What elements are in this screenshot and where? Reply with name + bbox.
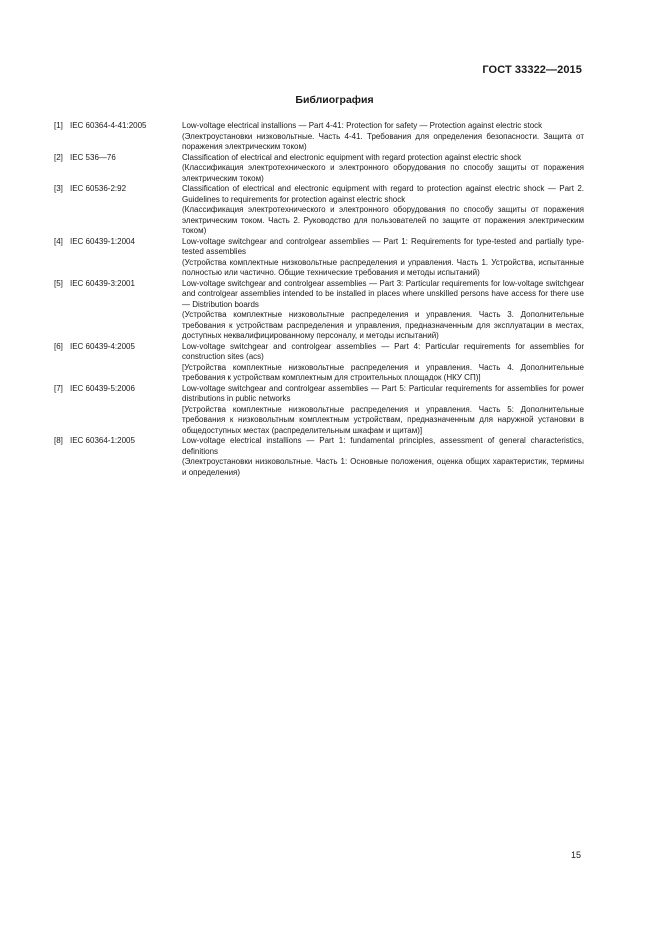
- entry-title-ru: (Устройства комплектные низковольтные распределения и управления. Часть 1. Устройства, испытанные полностью или частично. Общие технические требования и методы испытаний): [182, 257, 584, 277]
- entry-number: [3]: [54, 184, 63, 193]
- entry-number: [1]: [54, 121, 63, 130]
- entry-title-en: Classification of electrical and electronic equipment with regard to protection against electric shock — Part 2. Guidelines to requirements for protection against electric shock: [182, 184, 584, 204]
- entry-reference: [54, 342, 182, 384]
- entry-description: [182, 384, 584, 437]
- entry-description: [182, 279, 584, 342]
- entry-title-en: Low-voltage electrical installions — Part 1: fundamental principles, assessment of general characteristics, definitions: [182, 436, 584, 456]
- entry-number: [7]: [54, 383, 63, 393]
- entry-reference: [54, 121, 182, 153]
- entry-code: IEC 60439-4:2005: [70, 341, 135, 351]
- entry-code: IEC 536—76: [70, 152, 116, 162]
- entry-number: [4]: [54, 236, 63, 246]
- page-number: 15: [570, 850, 581, 860]
- standard-id: ГОСТ 33322—2015: [482, 64, 582, 76]
- entry-title-en: Low-voltage switchgear and controlgear assemblies — Part 4: Particular requirements for assemblies for construction sites (acs): [182, 341, 584, 361]
- entry-code: IEC 60364-4-41:2005: [70, 121, 147, 130]
- entry-title-ru: [Устройства комплектные низковольтные распределения и управления. Часть 5: Дополнительные требования к низковольтным комплектным устройствам, предназначенным для наружной установки в общедоступных местах (распределительным шкафам и щитам)]: [182, 404, 584, 435]
- entry-title-en: Low-voltage switchgear and controlgear assemblies — Part 5: Particular requirements for assemblies for power distributions in public networks: [182, 383, 584, 403]
- bibliography-entry: [54, 436, 584, 478]
- entry-code: IEC 60439-3:2001: [70, 278, 135, 288]
- entry-number: [6]: [54, 341, 63, 351]
- entry-number: [2]: [54, 152, 63, 162]
- entry-title-en: Low-voltage electrical installions — Part 4-41: Protection for safety — Protection against electric stock: [182, 121, 543, 130]
- bibliography-entry: [54, 184, 584, 237]
- entry-title-ru: (Классификация электротехнического и электронного оборудования по способу защиты от поражения электрическим током): [182, 163, 584, 183]
- bibliography-list: [54, 121, 584, 478]
- entry-code: IEC 60536-2:92: [70, 184, 127, 193]
- bibliography-entry: [54, 237, 584, 279]
- entry-reference: [54, 384, 182, 437]
- entry-number: [5]: [54, 278, 63, 288]
- bibliography-entry: [54, 121, 584, 153]
- entry-code: IEC 60364-1:2005: [70, 436, 135, 445]
- page-title: Библиография: [295, 94, 374, 106]
- entry-description: [182, 342, 584, 384]
- entry-number: [8]: [54, 436, 63, 445]
- entry-title-ru: (Классификация электротехнического и электронного оборудования по способу защиты от поражения электрическим током. Часть 2. Руководство для пользователей по защите от поражения электрическим током): [182, 205, 584, 235]
- entry-code: IEC 60439-5:2006: [70, 383, 135, 393]
- entry-code: IEC 60439-1:2004: [70, 236, 135, 246]
- bibliography-entry: [54, 384, 584, 437]
- entry-reference: [54, 279, 182, 342]
- entry-reference: [54, 237, 182, 279]
- entry-reference: [54, 153, 182, 185]
- entry-description: [182, 153, 584, 185]
- entry-description: [182, 121, 584, 153]
- entry-title-ru: [Устройства комплектные низковольтные распределения и управления. Часть 4. Дополнительные требования к устройствам комплектным для строительных площадок (НКУ СП)]: [182, 362, 584, 382]
- bibliography-entry: [54, 342, 584, 384]
- entry-description: [182, 436, 584, 478]
- entry-reference: [54, 184, 182, 237]
- entry-title-en: Low-voltage switchgear and controlgear assemblies — Part 3: Particular requirements for low-voltage switchgear and controlgear assemblies intended to be installed in places where unskilled persons have access for there use — Distribution boards: [182, 278, 584, 309]
- bibliography-entry: [54, 153, 584, 185]
- entry-title-ru: (Электроустановки низковольтные. Часть 1: Основные положения, оценка общих характеристик, термины и определения): [182, 457, 584, 477]
- entry-title-ru: (Устройства комплектные низковольтные распределения и управления. Часть 3. Дополнительные требования к устройствам распределения и управления, предназначенным для эксплуатации в местах, доступных неквалифицированному персоналу, и методы испытаний): [182, 310, 584, 340]
- entry-title-ru: (Электроустановки низковольтные. Часть 4-41. Требования для определения безопасности. Защита от поражения электрическим током): [182, 131, 584, 151]
- bibliography-entry: [54, 279, 584, 342]
- entry-reference: [54, 436, 182, 478]
- entry-title-en: Low-voltage switchgear and controlgear assemblies — Part 1: Requirements for type-tested and partially type-tested assemblies: [182, 236, 584, 256]
- entry-description: [182, 237, 584, 279]
- entry-description: [182, 184, 584, 237]
- entry-title-en: Classification of electrical and electronic equipment with regard protection against electric shock: [182, 152, 522, 162]
